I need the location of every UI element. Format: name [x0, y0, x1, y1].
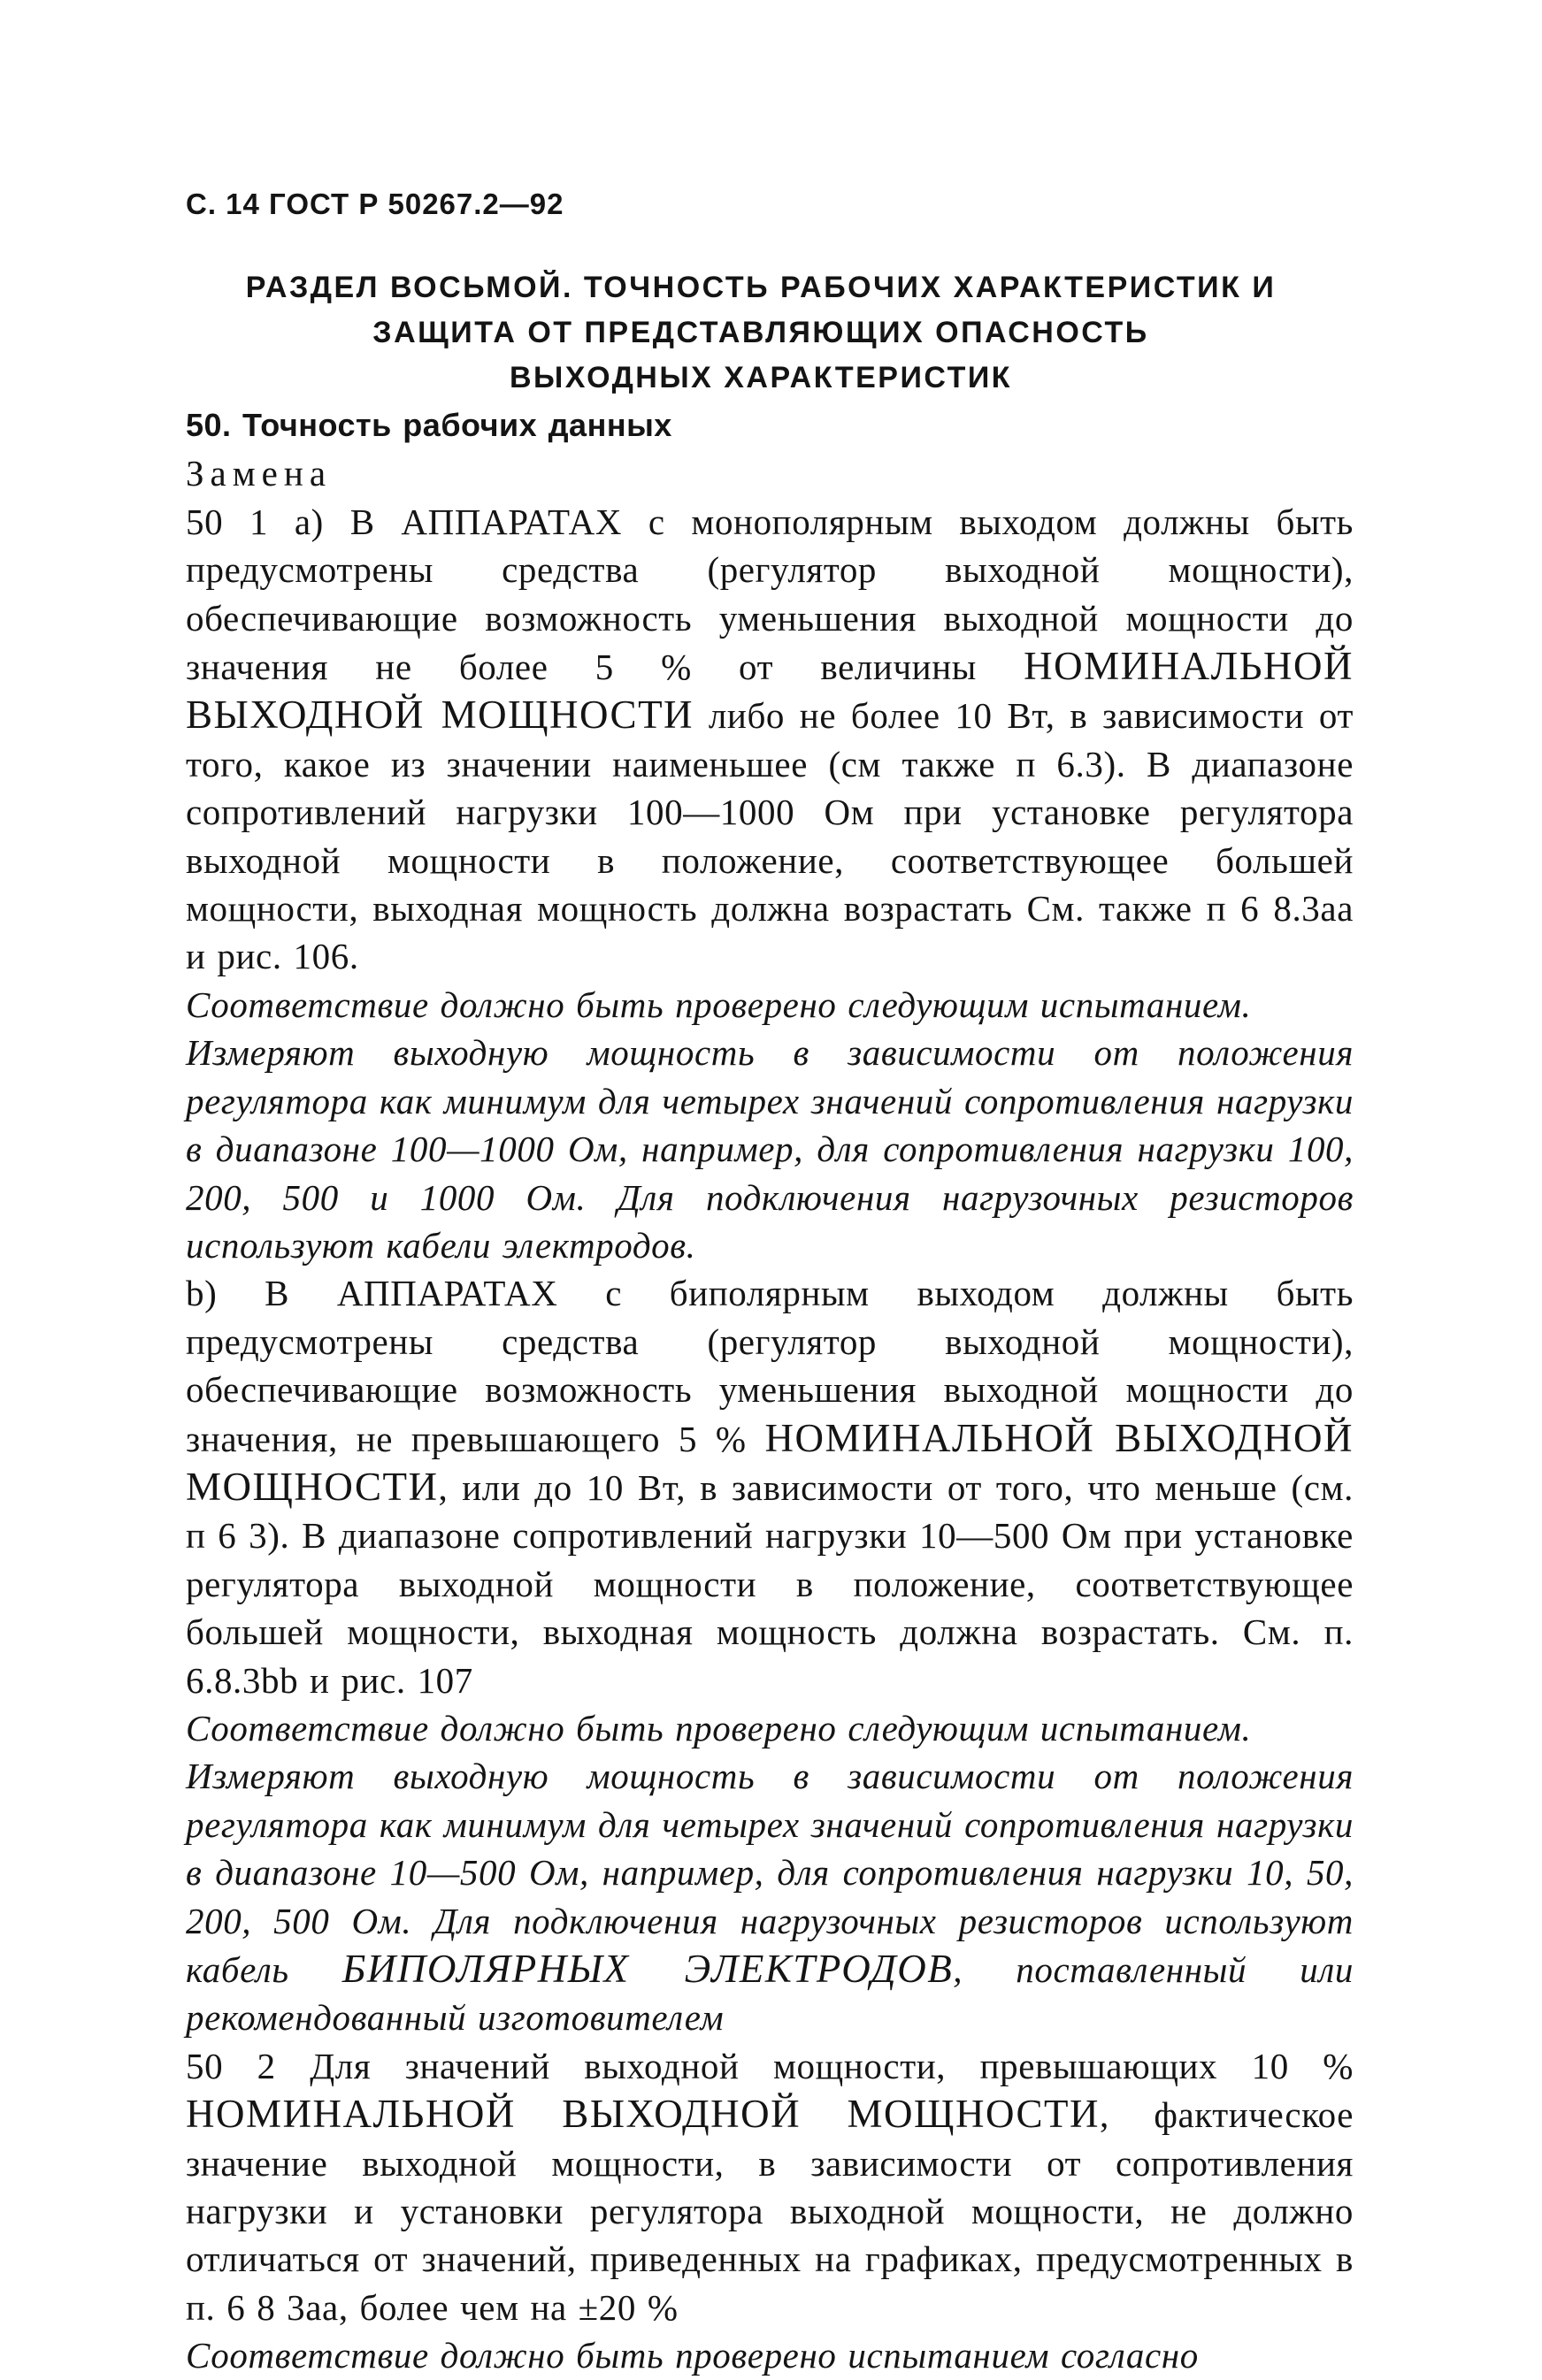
clause-50-1-b — [186, 1269, 1354, 1704]
clause-50-1-a-test: Измеряют выходную мощность в зависимости от положения регулятора как минимум для четырех значений сопротивления нагрузки в диапазоне 100—1000 Ом, например, для сопротивления нагрузки 100, 200, 500 и 1000 Ом. Для подключения нагрузочных резисторов используют кабели электродов. — [186, 1032, 1354, 1266]
section-title-line-2: ЗАЩИТА ОТ ПРЕДСТАВЛЯЮЩИХ ОПАСНОСТЬ — [372, 316, 1149, 349]
clause-50-1-a-text-2: либо не более 10 Вт, в зависимости от того, какое из значении наименьшее (см также п 6.3). В диапазоне сопротивлений нагрузки 100—1000 Ом при установке регулятора выходной мощности в положение, соответствующее большей мощности, выходная мощность должна возрастать См. также п 6 8.3аа и рис. 106. — [186, 695, 1354, 977]
clause-50-1-b-text-1: b) В АППАРАТАХ с биполярным выходом должны быть предусмотрены средства (регулятор выходной мощности), обеспечивающие возможность уменьшения выходной мощности до значения, не превышающего 5 % — [186, 1273, 1354, 1459]
document-body — [186, 400, 1354, 2380]
running-head: С. 14 ГОСТ Р 50267.2—92 — [186, 187, 564, 220]
clause-50-1-b-test-text-2: , поставленный или рекомендованный изготовителем — [186, 1949, 1354, 2039]
clause-50-1-b-compliance: Соответствие должно быть проверено следующим испытанием. — [186, 1707, 1252, 1749]
clause-50-1-b-test — [186, 1752, 1354, 2041]
replacement-label: Замена — [186, 453, 333, 494]
clause-50-2-compliance: Соответствие должно быть проверено испытанием согласно — [186, 2335, 1199, 2376]
clause-50-1-b-test-text-1: Измеряют выходную мощность в зависимости от положения регулятора как минимум для четырех значений сопротивления нагрузки в диапазоне 10—500 Ом, например, для сопротивления нагрузки 10, 50, 200, 500 Ом. Для подключения нагрузочных резисторов используют кабель — [186, 1756, 1354, 1990]
clause-50-1-a-text-1: 50 1 а) В АППАРАТАХ с монополярным выходом должны быть предусмотрены средства (регулятор выходной мощности), обеспечивающие возможность уменьшения выходной мощности до значения не более 5 % от величины — [186, 501, 1354, 688]
clause-50-2-text-1: 50 2 Для значений выходной мощности, превышающих 10 % — [186, 2045, 1354, 2086]
section-title — [177, 265, 1345, 401]
clause-50-1-b-term: НОМИНАЛЬНОЙ ВЫХОДНОЙ МОЩНОСТИ — [186, 1415, 1354, 1509]
clause-50-2-text-2: , фактическое значение выходной мощности, в зависимости от сопротивления нагрузки и установки регулятора выходной мощности, не должно отличаться от значений, приведенных на графиках, предусмотренных в п. 6 8 3аа, более чем на ±20 % — [186, 2094, 1354, 2328]
clause-50-heading — [186, 400, 1354, 449]
clause-50-title: 50. Точность рабочих данных — [186, 407, 672, 443]
clause-50-1-a-compliance: Соответствие должно быть проверено следующим испытанием. — [186, 983, 1252, 1025]
clause-50-2 — [186, 2042, 1354, 2331]
section-title-line-1: РАЗДЕЛ ВОСЬМОЙ. ТОЧНОСТЬ РАБОЧИХ ХАРАКТЕРИСТИК И — [245, 271, 1277, 304]
clause-50-1-a — [186, 498, 1354, 981]
section-title-line-3: ВЫХОДНЫХ ХАРАКТЕРИСТИК — [509, 361, 1013, 394]
clause-50-1-a-term: НОМИНАЛЬНОЙ ВЫХОДНОЙ МОЩНОСТИ — [186, 644, 1354, 738]
clause-50-1-b-text-2: , или до 10 Вт, в зависимости от того, что меньше (см. п 6 3). В диапазоне сопротивлений нагрузки 10—500 Ом при установке регулятора выходной мощности в положение, соответствующее большей мощности, выходная мощность должна возрастать. См. п. 6.8.3bb и рис. 107 — [186, 1466, 1354, 1701]
clause-50-2-term: НОМИНАЛЬНОЙ ВЫХОДНОЙ МОЩНОСТИ — [186, 2092, 1100, 2137]
replacement-label-paragraph — [186, 449, 1354, 497]
clause-50-1-b-test-term: БИПОЛЯРНЫХ ЭЛЕКТРОДОВ — [341, 1947, 954, 1991]
